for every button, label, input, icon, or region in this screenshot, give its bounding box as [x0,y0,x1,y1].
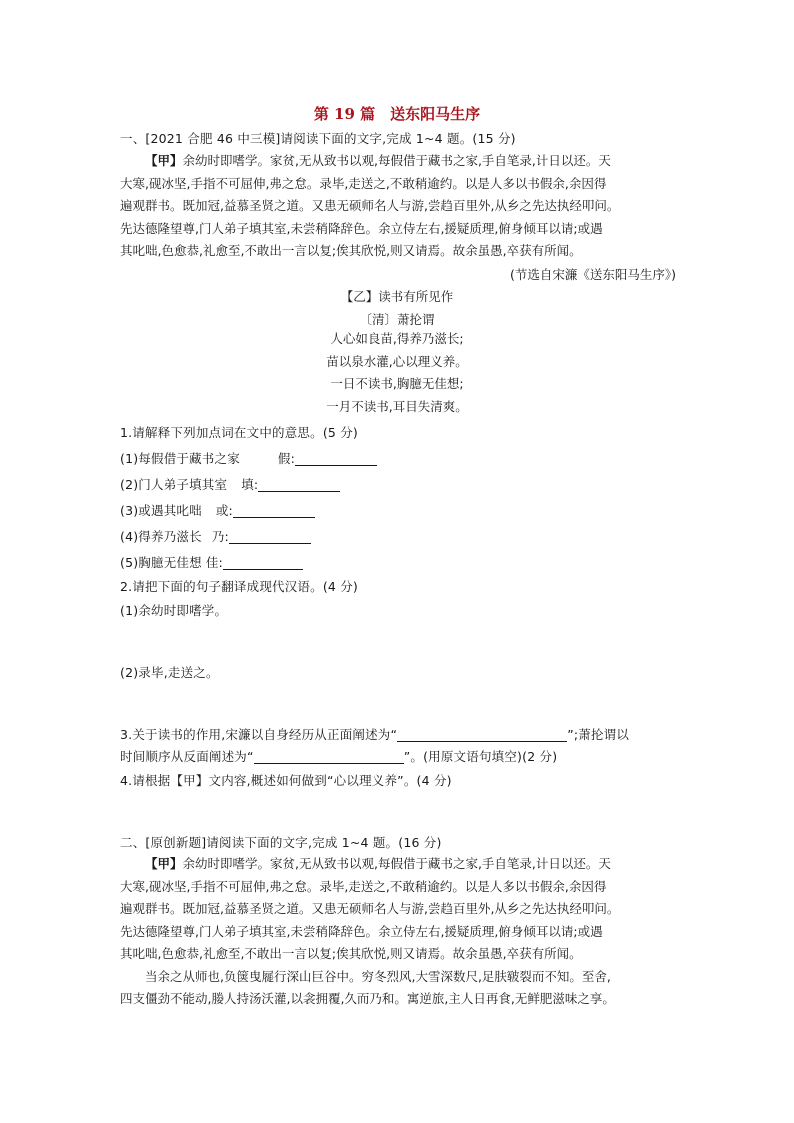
question-3-line: 3.关于读书的作用,宋濂以自身经历从正面阐述为“ ”;萧抡谓以 [120,727,630,742]
answer-blank[interactable] [397,728,567,742]
passage-line: 【甲】余幼时即嗜学。家贫,无从致书以观,每假借于藏书之家,手自笔录,计日以还。天 [145,856,611,871]
passage-line: 【甲】余幼时即嗜学。家贫,无从致书以观,每假借于藏书之家,手自笔录,计日以还。天 [145,153,611,168]
question-1-prompt: 1.请解释下列加点词在文中的意思。(5 分) [120,425,359,440]
poem-line: 一日不读书,胸臆无佳想; [330,376,464,391]
answer-blank[interactable] [258,478,340,492]
passage-line: 当余之从师也,负箧曳屣行深山巨谷中。穷冬烈风,大雪深数尺,足肤皲裂而不知。至舍, [145,968,611,984]
poem-line: 人心如良苗,得养乃滋长; [330,331,464,346]
section2-header: 二、[原创新题]请阅读下面的文字,完成 1~4 题。(16 分) [120,835,442,850]
passage-line: 遍观群书。既加冠,益慕圣贤之道。又患无硕师名人与游,尝趋百里外,从乡之先达执经叩问。 [120,901,620,916]
passage-line: 先达德隆望尊,门人弟子填其室,未尝稍降辞色。余立侍左右,援疑质理,俯身倾耳以请;或遇 [120,220,603,236]
poem-heading: 【乙】读书有所见作 [340,289,454,304]
answer-blank[interactable] [229,530,311,544]
poem-body [0,328,794,418]
page-title: 第 19 篇 送东阳马生序 [313,105,481,123]
question-4-prompt: 4.请根据【甲】文内容,概述如何做到“心以理义养”。(4 分) [120,773,452,788]
question-1-item: (2)门人弟子填其室 填: [120,476,680,494]
passage-line: 大寒,砚冰坚,手指不可屈伸,弗之怠。录毕,走送之,不敢稍逾约。以是人多以书假余,余因得 [120,878,607,894]
answer-blank[interactable] [223,556,303,570]
passage-line: 遍观群书。既加冠,益慕圣贤之道。又患无硕师名人与游,尝趋百里外,从乡之先达执经叩问。 [120,198,620,213]
question-1-item: (1)每假借于藏书之家 假: [120,450,680,468]
poem-line: 苗以泉水灌,心以理义养。 [326,353,468,369]
question-2-item: (1)余幼时即嗜学。 [120,603,228,618]
answer-blank[interactable] [254,750,404,764]
passage-line: 其叱咄,色愈恭,礼愈至,不敢出一言以复;俟其欣悦,则又请焉。故余虽愚,卒获有所闻。 [120,243,582,258]
question-1-item: (3)或遇其叱咄 或: [120,502,680,520]
question-2-item: (2)录毕,走送之。 [120,665,219,680]
question-1-item: (4)得养乃滋长 乃: [120,528,680,546]
question-1-item: (5)胸臆无佳想 佳: [120,554,680,572]
jia-marker: 【甲】 [145,153,183,168]
passage-line: 大寒,砚冰坚,手指不可屈伸,弗之怠。录毕,走送之,不敢稍逾约。以是人多以书假余,余因得 [120,175,607,191]
question-3-line: 时间顺序从反面阐述为“ ”。(用原文语句填空)(2 分) [120,749,558,764]
answer-blank[interactable] [233,504,315,518]
question-2-prompt: 2.请把下面的句子翻译成现代汉语。(4 分) [120,579,359,594]
jia-marker: 【甲】 [145,856,183,871]
passage-line: 四支僵劲不能动,媵人持汤沃灌,以衾拥覆,久而乃和。寓逆旅,主人日再食,无鲜肥滋味之享。 [120,991,615,1006]
passage-source: (节选自宋濂《送东阳马生序》) [509,267,676,282]
poem-line: 一月不读书,耳目失清爽。 [326,398,468,414]
poem-author: 〔清〕萧抡谓 [359,312,435,327]
answer-blank[interactable] [295,452,377,466]
passage-line: 先达德隆望尊,门人弟子填其室,未尝稍降辞色。余立侍左右,援疑质理,俯身倾耳以请;或遇 [120,923,603,939]
section1-passage-jia [120,150,682,263]
passage-line: 其叱咄,色愈恭,礼愈至,不敢出一言以复;俟其欣悦,则又请焉。故余虽愚,卒获有所闻。 [120,946,582,961]
section1-header: 一、[2021 合肥 46 中三模]请阅读下面的文字,完成 1~4 题。(15 分) [120,131,516,146]
section2-passage-jia [120,853,682,1011]
